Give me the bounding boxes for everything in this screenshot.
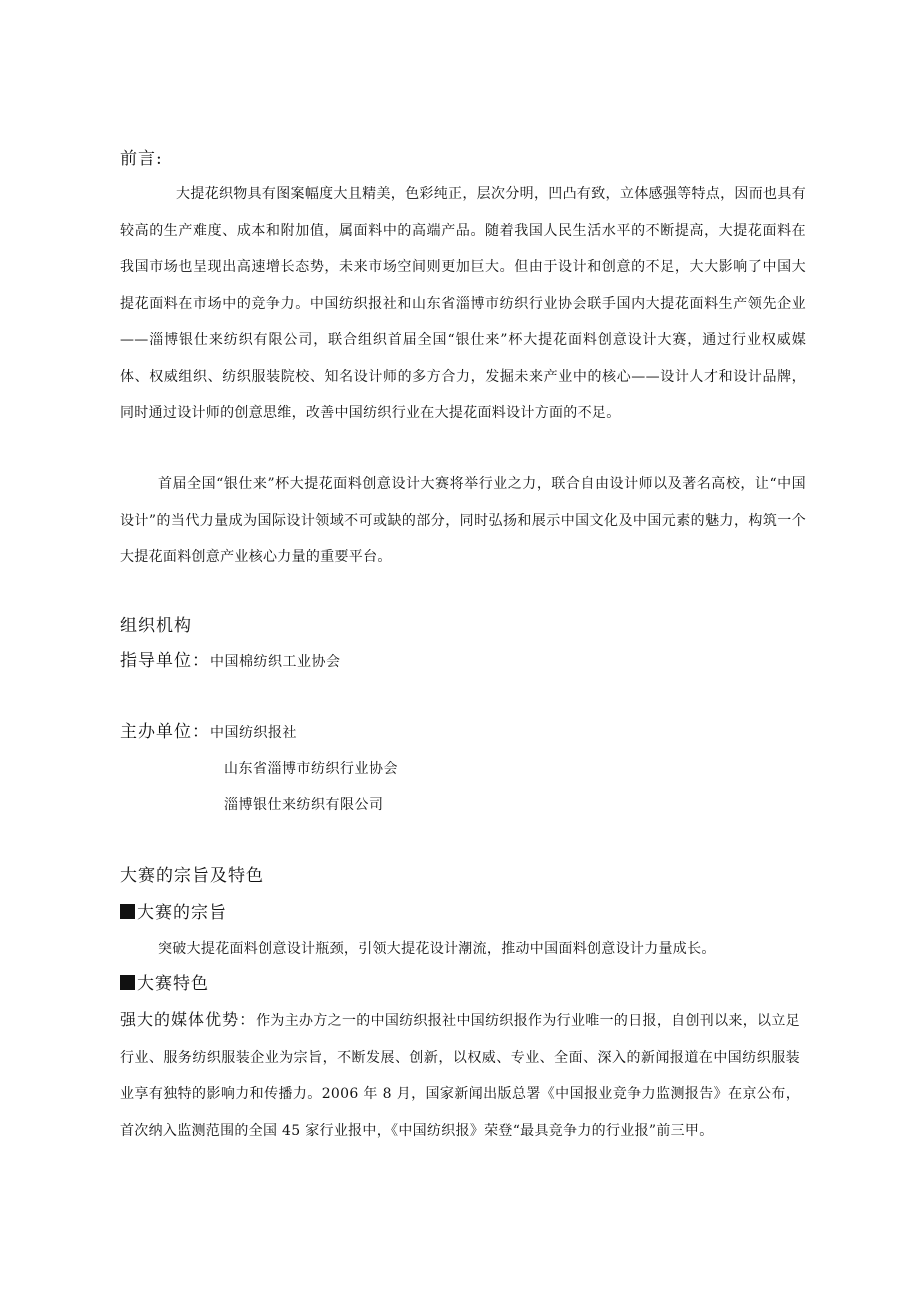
preface-paragraph-1: 大提花织物具有图案幅度大且精美，色彩纯正，层次分明，凹凸有致，立体感强等特点，因而也具有较高的生产难度、成本和附加值，属面料中的高端产品。随着我国人民生活水平的不断提高，大提花面料在我国市场也呈现出高速增长态势，未来市场空间则更加巨大。但由于设计和创意的不足，大大影响了中国大提花面料在市场中的竞争力。中国纺织报社和山东省淄博市纺织行业协会联手国内大提花面料生产领先企业——淄博银仕来纺织有限公司，联合组织首届全国“银仕来”杯大提花面料创意设计大赛，通过行业权威媒体、权威组织、纺织服装院校、知名设计师的多方合力，发掘未来产业中的核心——设计人才和设计品牌，同时通过设计师的创意思维，改善中国纺织行业在大提花面料设计方面的不足。 — [120, 186, 806, 421]
guidance-unit-value: 中国棉纺织工业协会 — [210, 654, 341, 670]
host-unit-label: 主办单位： — [120, 722, 210, 742]
preface-heading: 前言: — [120, 149, 163, 169]
preface-paragraph-2: 首届全国“银仕来”杯大提花面料创意设计大赛将举行业之力，联合自由设计师以及著名高校，让“中国设计”的当代力量成为国际设计领域不可或缺的部分，同时弘扬和展示中国文化及中国元素的魅力，构筑一个大提花面料创意产业核心力量的重要平台。 — [120, 476, 806, 565]
feature-heading-row — [120, 973, 806, 995]
host-unit-2: 山东省淄博市纺织行业协会 — [224, 761, 398, 777]
aim-heading: 大赛的宗旨 — [137, 903, 227, 923]
black-square-bullet-icon — [120, 975, 135, 990]
host-unit-1: 中国纺织报社 — [210, 725, 297, 741]
guidance-unit-row — [120, 651, 341, 672]
media-advantage-label: 强大的媒体优势： — [120, 1010, 257, 1029]
host-unit-3: 淄博银仕来纺织有限公司 — [224, 797, 384, 813]
aim-text: 突破大提花面料创意设计瓶颈，引领大提花设计潮流，推动中国面料创意设计力量成长。 — [158, 941, 716, 957]
black-square-bullet-icon — [120, 904, 135, 919]
purpose-heading: 大赛的宗旨及特色 — [120, 866, 264, 886]
media-advantage-paragraph — [120, 1002, 800, 1149]
feature-heading: 大赛特色 — [137, 974, 209, 994]
host-unit-row — [120, 722, 297, 743]
organization-heading: 组织机构 — [120, 616, 192, 636]
aim-heading-row — [120, 902, 806, 924]
guidance-unit-label: 指导单位： — [120, 651, 210, 671]
media-advantage-text: 作为主办方之一的中国纺织报社中国纺织报作为行业唯一的日报，自创刊以来，以立足行业、服务纺织服装企业为宗旨，不断发展、创新，以权威、专业、全面、深入的新闻报道在中国纺织服装业享有独特的影响力和传播力。2006 年 8 月，国家新闻出版总署《中国报业竞争力监测报告》在京公布，首次纳入监测范围的全国 45 家行业报中，《中国纺织报》荣登“最具竞争力的行业报”前三甲。 — [120, 1013, 800, 1139]
